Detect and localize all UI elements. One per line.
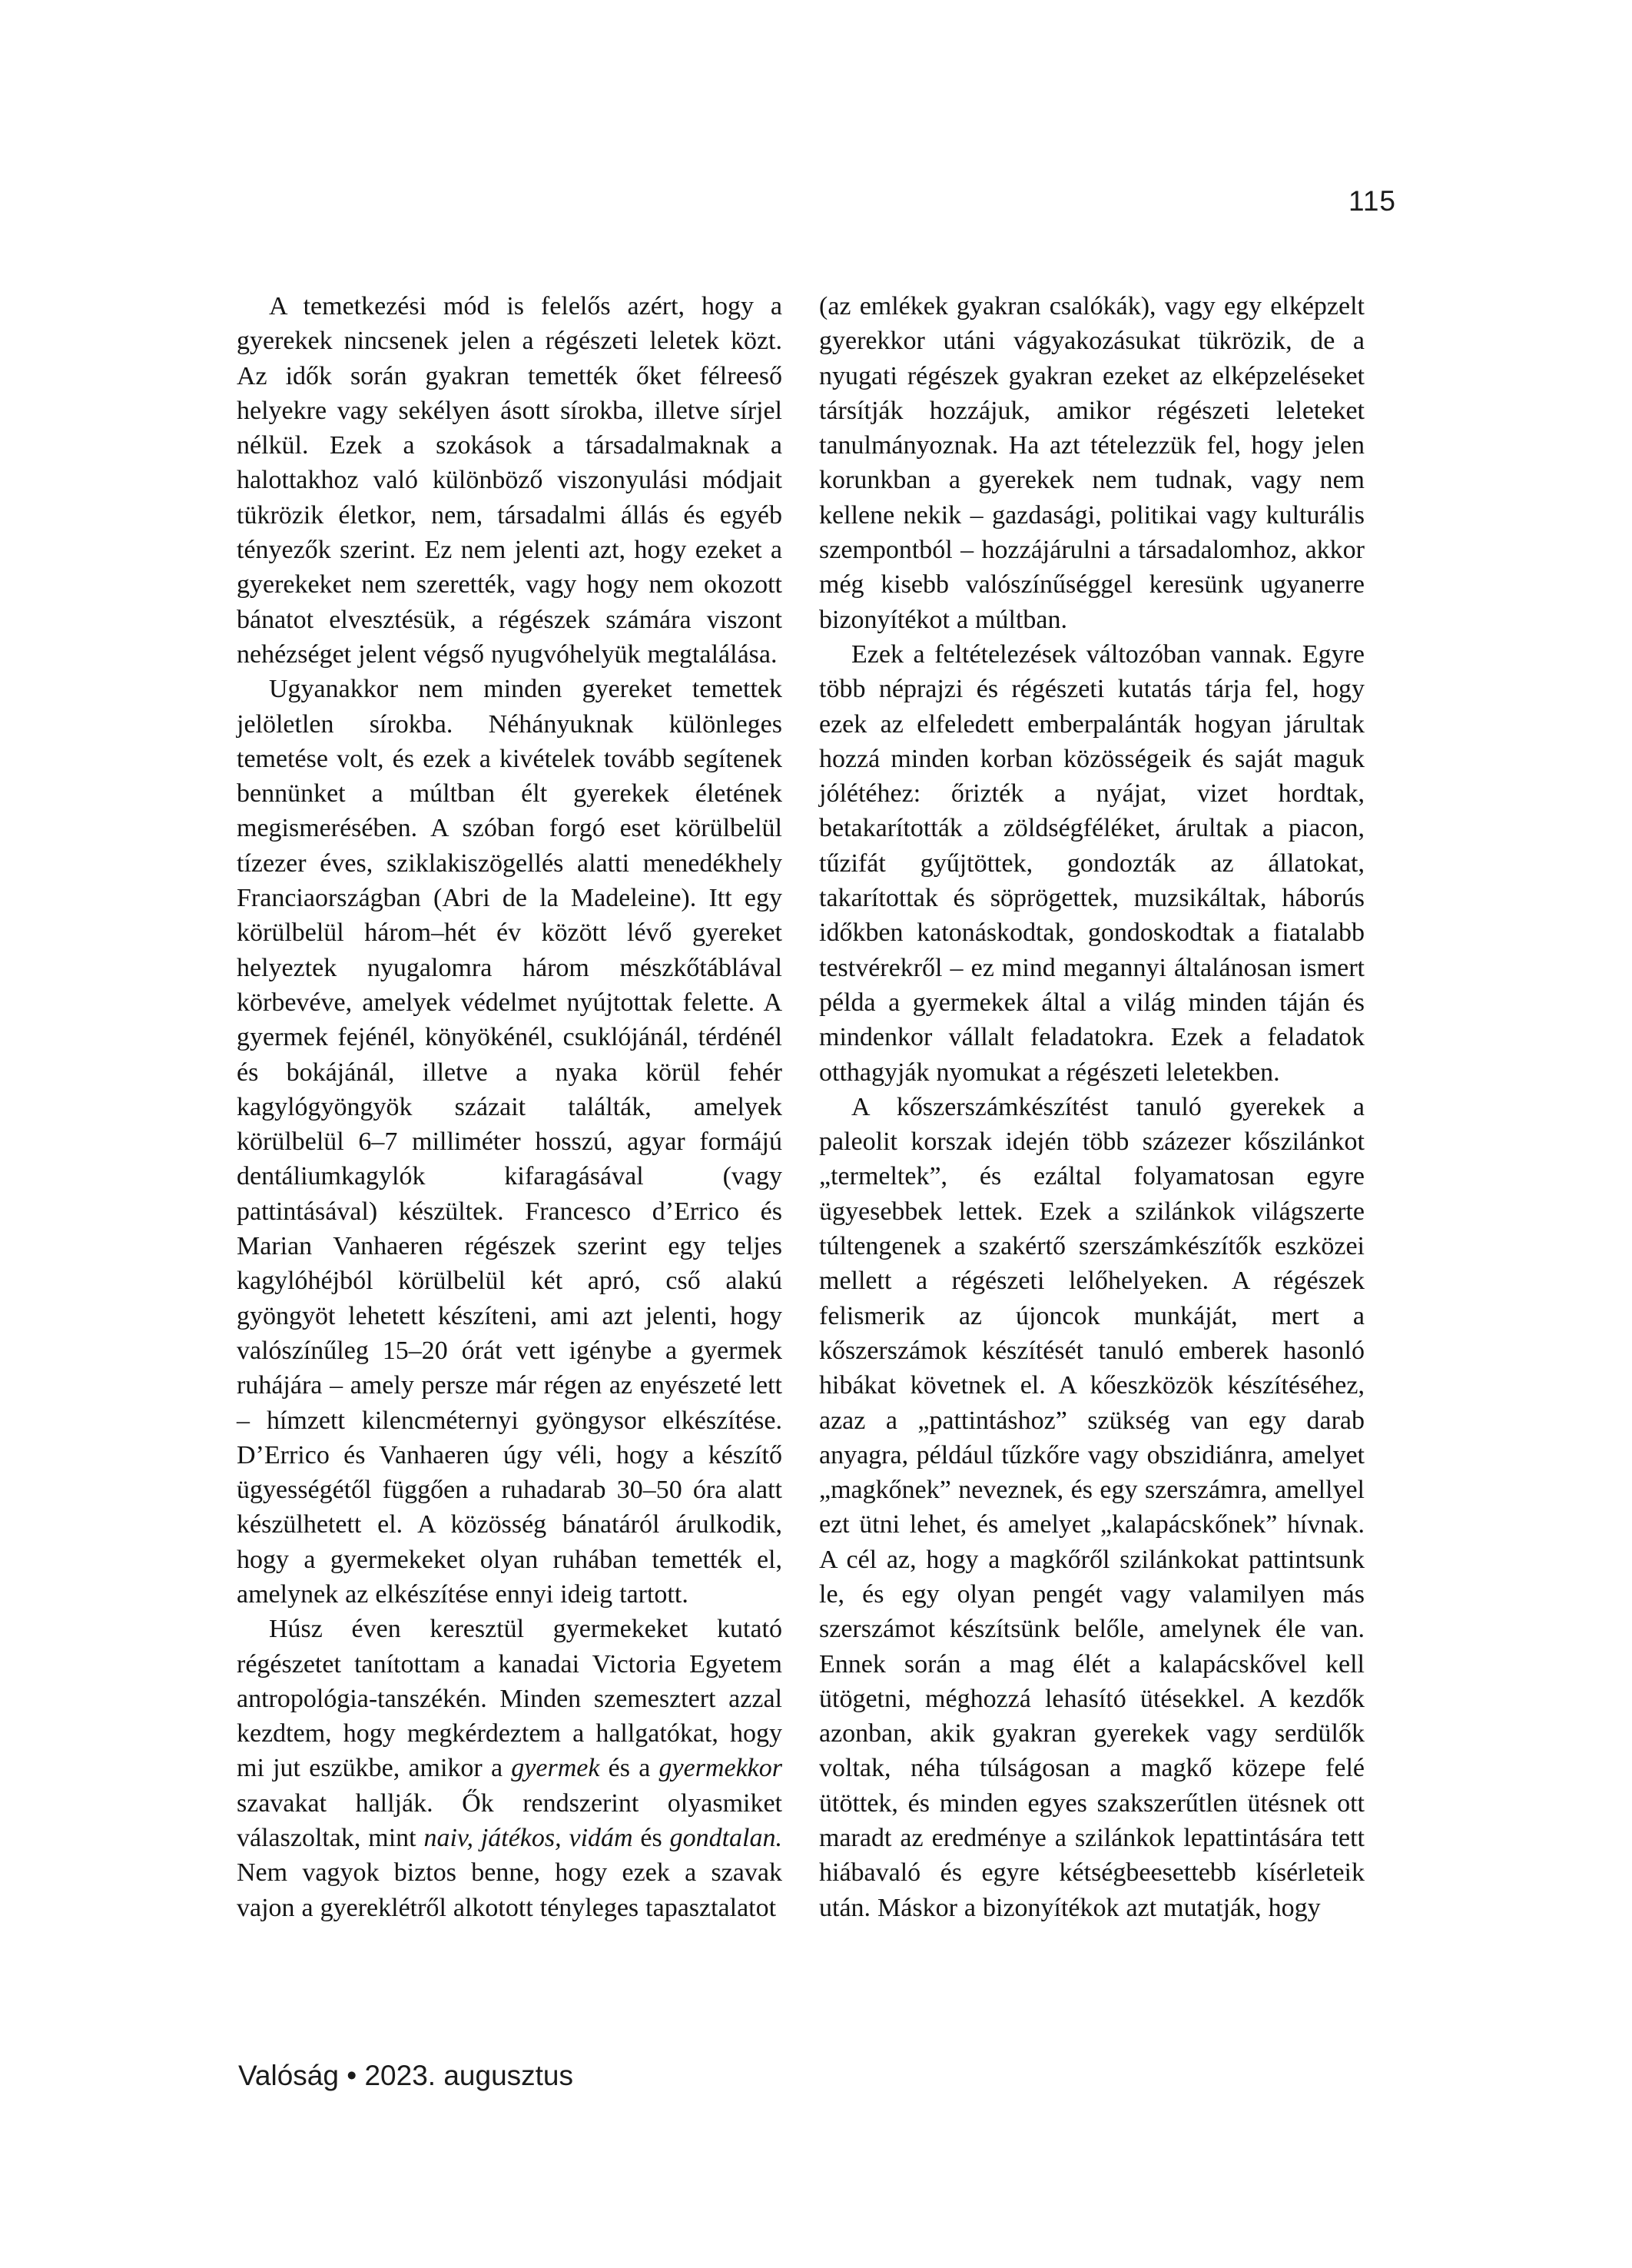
paragraph: Ezek a feltételezések változóban vannak. Egyre több néprajzi és régészeti kutatás tárja fel, hogy ezek az elfeledett emberpalánták hogyan járultak hozzá minden korban közösségeik és saját maguk jólétéhez: őrizték a nyájat, vizet hordtak, betakarították a zöldségféléket, árultak a piacon, tűzifát gyűjtöttek, gondozták az állatokat, takarítottak és söprögettek, muzsikáltak, háborús időkben katonáskodtak, gondoskodtak a fiatalabb testvérekről – ez mind megannyi általánosan ismert példa a gyermekek által a világ minden táján és mindenkor vállalt feladatokra. Ezek a feladatok otthagyják nyomukat a régészeti leletekben. [819,639,1365,1087]
paragraph: Ugyanakkor nem minden gyereket temettek jelöletlen sírokba. Néhányuknak különleges temetése volt, és ezek a kivételek tovább segítenek bennünket a múltban élt gyerekek életének megismerésében. A szóban forgó eset körülbelül tízezer éves, sziklakiszögellés alatti menedékhely Franciaországban (Abri de la Madeleine). Itt egy körülbelül három–hét év között lévő gyereket helyeztek nyugalomra három mészkőtáblával körbevéve, amelyek védelmet nyújtottak felette. A gyermek fejénél, könyökénél, csuklójánál, térdénél és bokájánál, illetve a nyaka körül fehér kagylógyöngyök százait találták, amelyek körülbelül 6–7 milliméter hosszú, agyar formájú dentáliumkagylók kifaragásával (vagy pattintásával) készültek. Francesco d’Errico és Marian Vanhaeren régészek szerint egy teljes kagylóhéjból körülbelül két apró, cső alakú gyöngyöt lehetett készíteni, ami azt jelenti, hogy valószínűleg 15–20 órát vett igénybe a gyermek ruhájára – amely persze már régen az enyészeté lett – hímzett kilencméternyi gyöngysor elkészítése. D’Errico és Vanhaeren úgy véli, hogy a készítő ügyességétől függően a ruhadarab 30–50 óra alatt készülhetett el. A közösség bánatáról árulkodik, hogy a gyermekeket olyan ruhában temették el, amelynek az elkészítése ennyi ideig tartott. [237,675,782,1609]
article-body [237,289,1365,1925]
journal-footer: Valóság • 2023. augusztus [238,2060,574,2091]
paragraph: (az emlékek gyakran csalókák), vagy egy elképzelt gyerekkor utáni vágyakozásukat tükrözik, de a nyugati régészek gyakran ezeket az elképzeléseket társítják hozzájuk, amikor régészeti leleteket tanulmányoznak. Ha azt tételezzük fel, hogy jelen korunkban a gyerekek nem tudnak, vagy nem kellene nekik – gazdasági, politikai vagy kulturális szempontból – hozzájárulni a társadalomhoz, akkor még kisebb valószínűséggel keresünk ugyanerre bizonyítékot a múltban. [819,292,1365,634]
paragraph: A temetkezési mód is felelős azért, hogy a gyerekek nincsenek jelen a régészeti leletek közt. Az idők során gyakran temették őket félreeső helyekre vagy sekélyen ásott sírokba, illetve sírjel nélkül. Ezek a szokások a társadalmaknak a halottakhoz való különböző viszonyulási módjait tükrözik életkor, nem, társadalmi állás és egyéb tényezők szerint. Ez nem jelenti azt, hogy ezeket a gyerekeket nem szerették, vagy hogy nem okozott bánatot elvesztésük, a régészek számára viszont nehézséget jelent végső nyugvóhelyük megtalálása. [237,292,782,669]
text-column-right [819,289,1365,1925]
paragraph: A kőszerszámkészítést tanuló gyerekek a paleolit korszak idején több százezer kőszilánkot „termeltek”, és ezáltal folyamatosan egyre ügyesebbek lettek. Ezek a szilánkok világszerte túltengenek a szakértő szerszámkészítők eszközei mellett a régészeti lelőhelyeken. A régészek felismerik az újoncok munkáját, mert a kőszerszámok készítését tanuló emberek hasonló hibákat követnek el. A kőeszközök készítéséhez, azaz a „pattintáshoz” szükség van egy darab anyagra, például tűzkőre vagy obszidiánra, amelyet „magkőnek” neveznek, és egy szerszámra, amellyel ezt ütni lehet, és amelyet „kalapácskőnek” hívnak. A cél az, hogy a magkőről szilánkokat pattintsunk le, és egy olyan pengét vagy valamilyen más szerszámot készítsünk belőle, amelynek éle van. Ennek során a mag élét a kalapácskővel kell ütögetni, méghozzá lehasító ütésekkel. A kezdők azonban, akik gyakran gyerekek vagy serdülők voltak, néha túlságosan a magkő közepe felé ütöttek, és minden egyes szakszerűtlen ütésnek ott maradt az eredménye a szilánkok lepattintására tett hiábavaló és egyre kétségbeesettebb kísérleteik után. Máskor a bizonyítékok azt mutatják, hogy [819,1092,1365,1922]
text-column-left [237,289,782,1925]
paragraph: Húsz éven keresztül gyermekeket kutató régészetet tanítottam a kanadai Victoria Egyetem antropológia-tanszékén. Minden szemesztert azzal kezdtem, hogy megkérdeztem a hallgatókat, hogy mi jut eszükbe, amikor a gyermek és a gyermekkor szavakat hallják. Ők rendszerint olyasmiket válaszoltak, mint naiv, játékos, vidám és gondtalan. Nem vagyok biztos benne, hogy ezek a szavak vajon a gyereklétről alkotott tényleges tapasztalatot [237,1615,782,1922]
page-number: 115 [1348,185,1396,217]
